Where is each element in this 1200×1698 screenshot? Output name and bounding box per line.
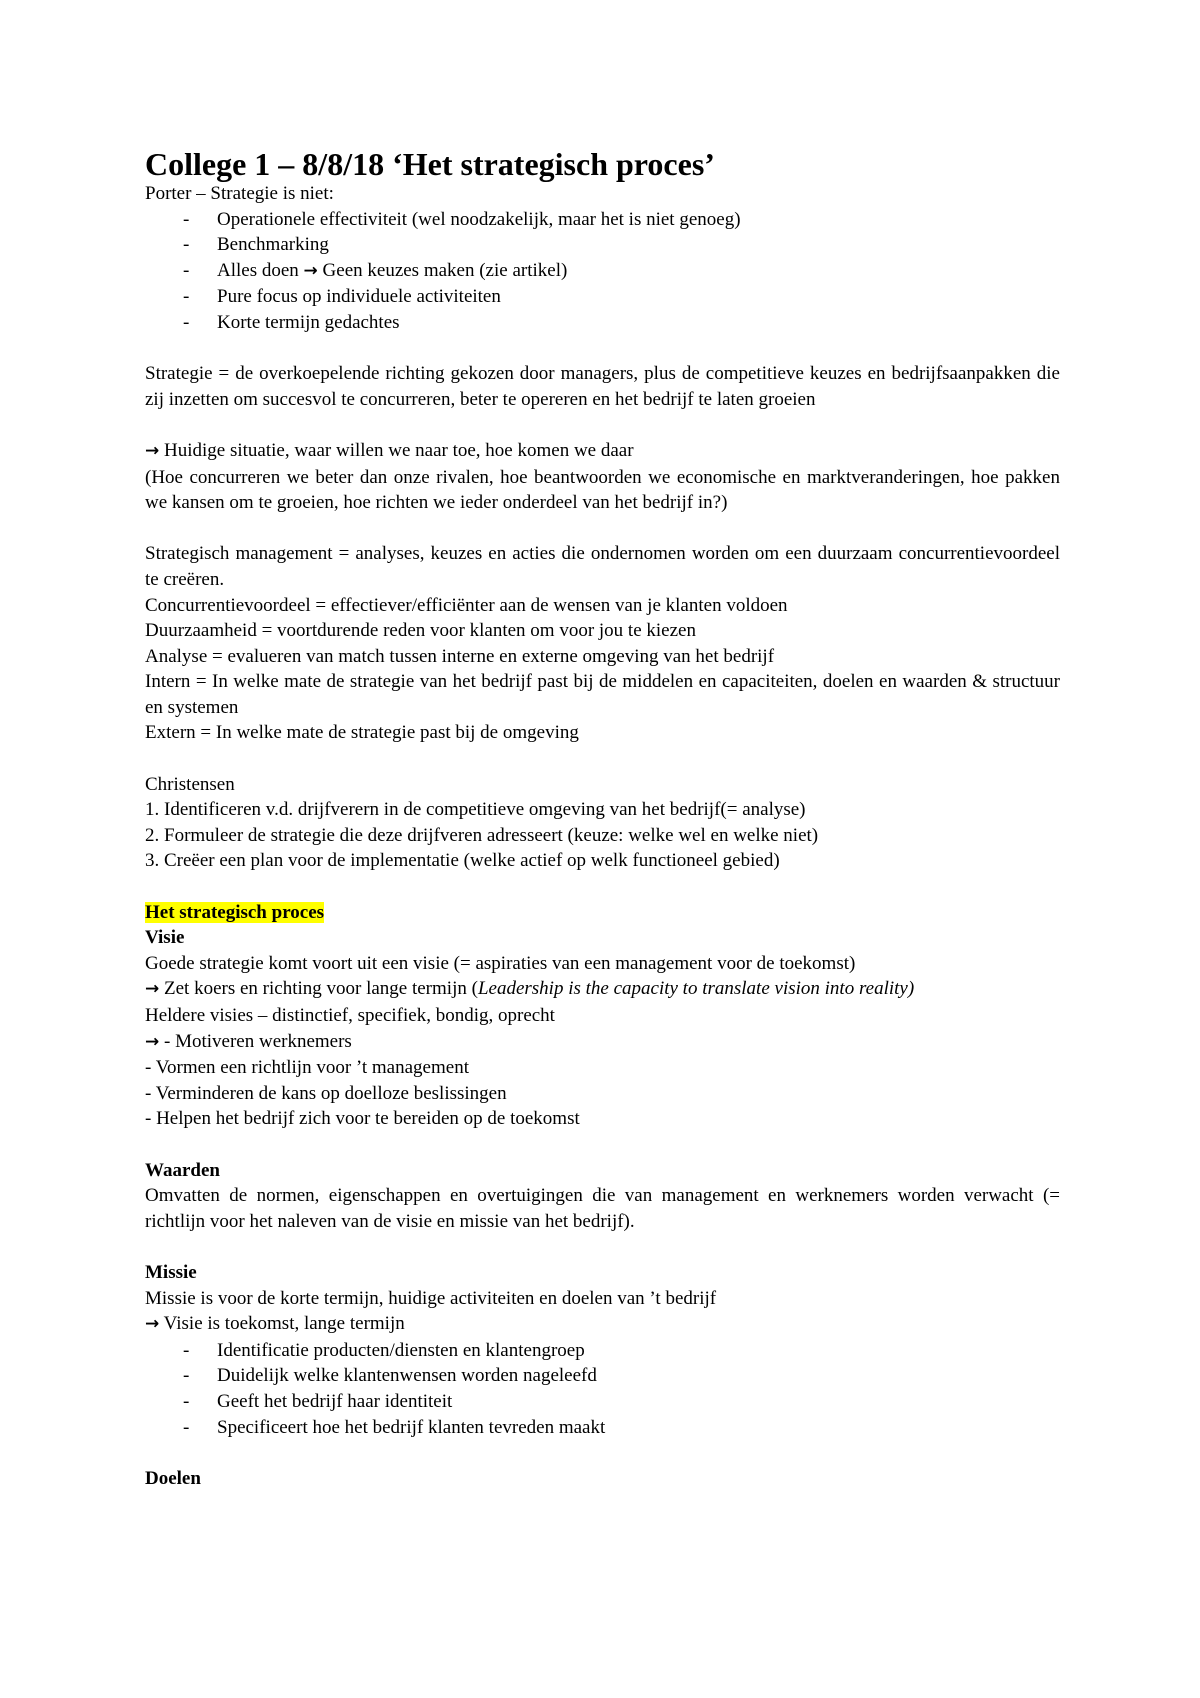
list-item: 1. Identificeren v.d. drijfverern in de competitieve omgeving van het bedrijf(= analyse) <box>145 799 806 821</box>
koers-text: Zet koers en richting voor lange termijn ( <box>164 978 478 1000</box>
list-item: - Specificeert hoe het bedrijf klanten tevreden maakt <box>145 1415 1060 1441</box>
list-item-text: Alles doen <box>217 259 299 281</box>
arrow-right-icon: → <box>145 440 160 461</box>
management-line: Intern = In welke mate de strategie van het bedrijf past bij de middelen en capaciteiten, doelen en waarden & structuur en systemen <box>145 671 1060 718</box>
visie-line: Goede strategie komt voort uit een visie (= aspiraties van een management voor de toekomst) <box>145 952 856 974</box>
list-item: - Benchmarking <box>145 232 1060 258</box>
hoe-paragraph: (Hoe concurreren we beter dan onze rivalen, hoe beantwoorden we economische en marktveranderingen, hoe pakken we kansen om te groeien, hoe richten we ieder onderdeel van het bedrijf in?) <box>145 466 1060 514</box>
missie-text: Missie is voor de korte termijn, huidige activiteiten en doelen van ’t bedrijf <box>145 1287 717 1309</box>
strategie-definition: Strategie = de overkoepelende richting gekozen door managers, plus de competitieve keuzes en bedrijfsaanpakken die zij inzetten om succesvol te concurreren, beter te opereren en het bedrijf te laten groeien <box>145 363 1060 410</box>
list-item: - Operationele effectiviteit (wel noodzakelijk, maar het is niet genoeg) <box>145 207 1060 233</box>
doelen-heading: Doelen <box>145 1467 201 1489</box>
management-line: Extern = In welke mate de strategie past bij de omgeving <box>145 722 579 744</box>
list-item: - Geeft het bedrijf haar identiteit <box>145 1389 1060 1415</box>
list-item: - Helpen het bedrijf zich voor te bereiden op de toekomst <box>145 1108 580 1130</box>
management-line: Strategisch management = analyses, keuzes en acties die ondernomen worden om een duurzaam concurrentievoordeel te creëren. <box>145 543 1060 590</box>
arrow-right-icon: → <box>145 979 160 1000</box>
list-item: - Korte termijn gedachtes <box>145 310 1060 336</box>
list-item <box>145 1029 1060 1056</box>
huidige-text: Huidige situatie, waar willen we naar toe, hoe komen we daar <box>164 439 634 461</box>
management-line: Analyse = evalueren van match tussen interne en externe omgeving van het bedrijf <box>145 645 775 667</box>
koers-line <box>145 976 1060 1003</box>
missie-heading: Missie <box>145 1261 197 1283</box>
arrow-right-icon: → <box>145 1314 160 1335</box>
missie-list <box>145 1338 1060 1440</box>
section-heading <box>145 900 1060 926</box>
list-item: - Vormen een richtlijn voor ’t management <box>145 1057 469 1079</box>
waarden-text: Omvatten de normen, eigenschappen en overtuigingen die van management en werknemers worden verwacht (= richtlijn voor het naleven van de visie en missie van het bedrijf). <box>145 1185 1060 1232</box>
arrow-right-icon: → <box>145 1031 160 1052</box>
waarden-heading: Waarden <box>145 1159 220 1181</box>
page-title: College 1 – 8/8/18 ‘Het strategisch proces’ <box>145 146 715 182</box>
management-line: Duurzaamheid = voortdurende reden voor klanten om voor jou te kiezen <box>145 620 696 642</box>
list-item: - Verminderen de kans op doelloze beslissingen <box>145 1082 507 1104</box>
list-item: - Duidelijk welke klantenwensen worden nageleefd <box>145 1363 1060 1389</box>
porter-intro: Porter – Strategie is niet: <box>145 183 334 204</box>
highlighted-heading: Het strategisch proces <box>145 901 325 923</box>
leadership-quote: Leadership is the capacity to translate vision into reality) <box>477 978 915 1000</box>
arrow-right-icon: → <box>303 260 318 281</box>
list-item: - Pure focus op individuele activiteiten <box>145 284 1060 310</box>
list-item: - Identificatie producten/diensten en klantengroep <box>145 1338 1060 1364</box>
list-item: 2. Formuleer de strategie die deze drijfveren adresseert (keuze: welke wel en welke niet) <box>145 824 819 846</box>
huidige-line <box>145 438 1060 465</box>
porter-list <box>145 207 1060 336</box>
list-item-text: - Motiveren werknemers <box>164 1030 352 1052</box>
christensen-heading: Christensen <box>145 773 235 795</box>
list-item-text: Geen keuzes maken (zie artikel) <box>322 259 568 281</box>
heldere-line: Heldere visies – distinctief, specifiek, bondig, oprecht <box>145 1005 555 1026</box>
list-item: 3. Creëer een plan voor de implementatie (welke actief op welk functioneel gebied) <box>145 850 780 872</box>
visie-heading: Visie <box>145 927 185 949</box>
missie-visie-text: Visie is toekomst, lange termijn <box>163 1313 405 1335</box>
management-line: Concurrentievoordeel = effectiever/efficiënter aan de wensen van je klanten voldoen <box>145 594 788 616</box>
document-body <box>145 147 1060 1491</box>
missie-visie-line <box>145 1311 1060 1338</box>
list-item <box>145 258 1060 285</box>
